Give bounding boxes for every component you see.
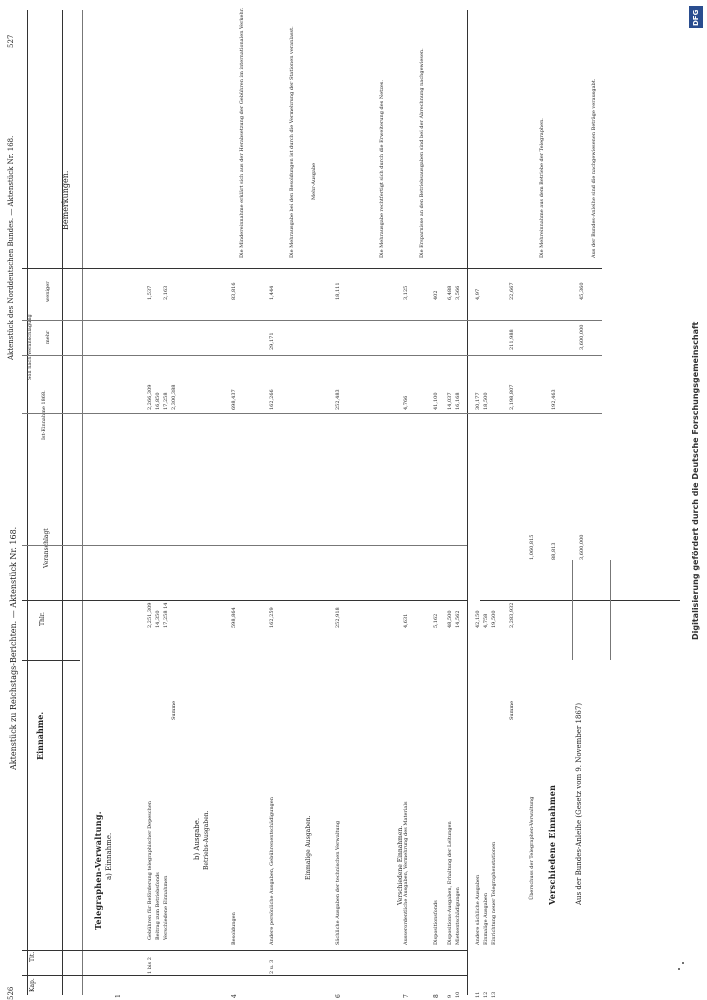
row-amount: 42,150 — [475, 610, 481, 628]
verschiedene-einnahmen-title: Verschiedene Einnahmen — [547, 784, 557, 905]
row-kap: 12 — [483, 991, 489, 998]
row-text: Einmalige Ausgaben — [483, 892, 489, 945]
row-text: Einrichtung neuer Telegraphenstationen — [491, 841, 497, 945]
verschiedene-betrag: 88,813 — [551, 542, 557, 560]
rule — [22, 950, 467, 951]
rule — [467, 10, 468, 995]
ist-value: 2,266,309 — [147, 384, 153, 410]
row-amount: 4,758 — [483, 613, 489, 628]
rule — [572, 560, 573, 660]
ist-value: 252,483 — [335, 389, 341, 410]
bundes-betrag: 3,600,000 — [579, 534, 585, 560]
ist-value: 14,037 — [447, 392, 453, 410]
rule — [27, 10, 28, 470]
row-amount: 162,259 — [269, 607, 275, 628]
row-amount: 17,258 14 — [163, 602, 169, 628]
rule — [22, 545, 467, 546]
ist-value: 16,850 — [155, 392, 161, 410]
remark: Die Mindereinnahme erklärt sich aus der Herabsetzung der Gebühren im internationalen Verkehr. — [239, 7, 245, 258]
ist-value: 162,266 — [269, 389, 275, 410]
ist-value: 41,100 — [433, 392, 439, 410]
weniger-value: 83,816 — [231, 282, 237, 300]
remark: Die Mehrausgabe rechtfertigt sich durch die Erweiterung des Netzes. — [379, 80, 385, 258]
row-amount: 2,251,309 — [147, 602, 153, 628]
right-page-number: 527 — [7, 34, 15, 48]
col-head-weniger: weniger — [45, 281, 51, 302]
watermark: Digitalisierung gefördert durch die Deutsche Forschungsgemeinschaft — [691, 321, 700, 640]
row-text: Gebühren für Beförderung telegraphischer Depeschen — [147, 800, 153, 940]
remark: Die Ersparnisse an den Betriebsausgaben sind bei der Abrechnung nachgewiesen. — [419, 48, 425, 258]
col-head-thlr: Thlr. — [39, 612, 46, 626]
rule — [22, 660, 80, 661]
ist-value: 16,168 — [455, 392, 461, 410]
summe-betrag: 2,283,932 — [509, 602, 515, 628]
scan-speck — [678, 968, 680, 970]
section-betriebs: Betriebs-Ausgaben. — [203, 810, 210, 870]
weniger-value: 2,163 — [163, 285, 169, 300]
rule — [22, 268, 602, 269]
col-head-einnahme: Einnahme. — [35, 711, 45, 760]
row-amount: 4,631 — [403, 613, 409, 628]
section-einmalige: Einmalige Ausgaben. — [305, 815, 312, 880]
col-head-bemerkungen: Bemerkungen. — [61, 170, 70, 230]
left-page-number: 526 — [7, 986, 15, 1000]
rule — [22, 355, 602, 356]
ist-summe: 2,198,807 — [509, 384, 515, 410]
row-text: Beitrag zum Betriebsfonds — [155, 872, 161, 940]
rule — [22, 600, 467, 601]
row-amount: 5,162 — [433, 613, 439, 628]
ist-value: 18,500 — [483, 392, 489, 410]
bundes-label: Aus der Bundes-Anleihe (Gesetz vom 9. November 1867) — [575, 702, 583, 905]
weniger-value: 3,566 — [455, 285, 461, 300]
row-text: Ausserordentliche Ausgaben, Vermehrung des Materials — [403, 801, 409, 945]
ist-value: 698,437 — [231, 389, 237, 410]
row-text: Andere sächliche Ausgaben — [475, 874, 481, 945]
row-text: Mietsentschädigungen — [455, 887, 461, 945]
col-head-tit: Tit. — [29, 951, 36, 962]
section-verschiedene: Verschiedene Einnahmen. — [397, 825, 404, 905]
col-head-veranschlagt: Veranschlagt — [43, 528, 50, 568]
weniger-summe: 22,667 — [509, 282, 515, 300]
scan-speck — [682, 962, 684, 964]
mehr-value: 29,171 — [269, 332, 275, 350]
rule — [610, 560, 611, 660]
remark: Aus der Bundes-Anleihe sind die nachgewiesenen Beträge verausgabt. — [591, 78, 597, 258]
weniger-value: 1,537 — [147, 285, 153, 300]
row-kap: 1 — [115, 994, 122, 998]
ist-value: 2,300,388 — [171, 384, 177, 410]
weniger-value: 402 — [433, 290, 439, 300]
ueberschuss-betrag: 1,060,815 — [529, 534, 535, 560]
remark: Die Mehrausgabe bei den Besoldungen ist durch die Vermehrung der Stationen veranlasst. — [289, 26, 295, 258]
row-kap: 10 — [455, 991, 461, 998]
col-head-mehr: mehr — [45, 330, 51, 344]
remark: Die Mehreinnahme aus dem Betriebe der Telegraphen. — [539, 118, 545, 258]
ueberschuss-label: Überschuss der Telegraphen-Verwaltung — [529, 796, 535, 900]
row-amount: 14,350 — [155, 610, 161, 628]
row-text: Besoldungen — [231, 912, 237, 945]
row-text: Sächliche Ausgaben der technischen Verwaltung — [335, 820, 341, 945]
col-head-kap: Kap. — [29, 978, 36, 992]
row-amount: 14,562 — [455, 610, 461, 628]
section-a-einnahme: a) Einnahme. — [105, 832, 113, 880]
right-running-title: Aktenstück des Norddeutschen Bundes. — Aktenstück Nr. 168. — [7, 135, 15, 360]
row-tit: 2 u. 3 — [269, 959, 275, 974]
row-kap: 9 — [447, 994, 453, 998]
row-text: Dispositions-Ausgaben, Erhaltung der Leitungen — [447, 821, 453, 945]
subtotal-label: Summe — [171, 700, 177, 720]
row-text: Dispositionsfonds — [433, 900, 439, 945]
row-kap: 7 — [403, 994, 410, 998]
weniger-value: 6,488 — [447, 285, 453, 300]
row-kap: 8 — [433, 994, 440, 998]
rule — [480, 600, 680, 601]
dfg-logo: DFG — [689, 6, 703, 28]
section-b-ausgabe: b) Ausgabe. — [193, 817, 201, 860]
row-kap: 4 — [231, 994, 238, 998]
col-head-ist: Ist-Einnahme 1868. — [41, 390, 47, 440]
ist-value: 17,258 — [163, 392, 169, 410]
row-kap: 11 — [475, 991, 481, 998]
rule — [22, 975, 467, 976]
row-amount: 598,864 — [231, 607, 237, 628]
bundes-weniger: 45,360 — [579, 282, 585, 300]
col-head-soll: Soll nach Veranschlagung — [27, 314, 33, 380]
row-text: Verschiedene Einnahmen — [163, 875, 169, 940]
row-tit: 1 bis 2 — [147, 957, 153, 974]
mehr-summe: 211,988 — [509, 329, 515, 350]
rule — [22, 413, 602, 414]
left-running-title: Aktenstück zu Reichstags-Berichten. — Aktenstück Nr. 168. — [9, 526, 18, 770]
row-amount: 48,500 — [447, 610, 453, 628]
rule — [22, 320, 602, 321]
weniger-value: 3,125 — [403, 285, 409, 300]
row-amount: 19,500 — [491, 610, 497, 628]
ist-value: 4,766 — [403, 395, 409, 410]
remark-small: Mehr-Ausgabe — [311, 162, 317, 200]
row-kap: 13 — [491, 991, 497, 998]
row-kap: 6 — [335, 994, 342, 998]
row-amount: 252,918 — [335, 607, 341, 628]
weniger-value: 4,97 — [475, 288, 481, 300]
bundes-ist: 3,600,000 — [579, 324, 585, 350]
ist-value: 30,177 — [475, 392, 481, 410]
section-telegraphen: Telegraphen-Verwaltung. — [93, 811, 103, 930]
rule — [82, 10, 83, 995]
weniger-value: 1,444 — [269, 285, 275, 300]
weniger-value: 18,111 — [335, 282, 341, 300]
verschiedene-ist: 192,463 — [551, 389, 557, 410]
rule — [62, 10, 63, 995]
summe-label: Summe — [509, 700, 515, 720]
row-text: Andere persönliche Ausgaben, Gebührenentschädigungen — [269, 797, 275, 945]
